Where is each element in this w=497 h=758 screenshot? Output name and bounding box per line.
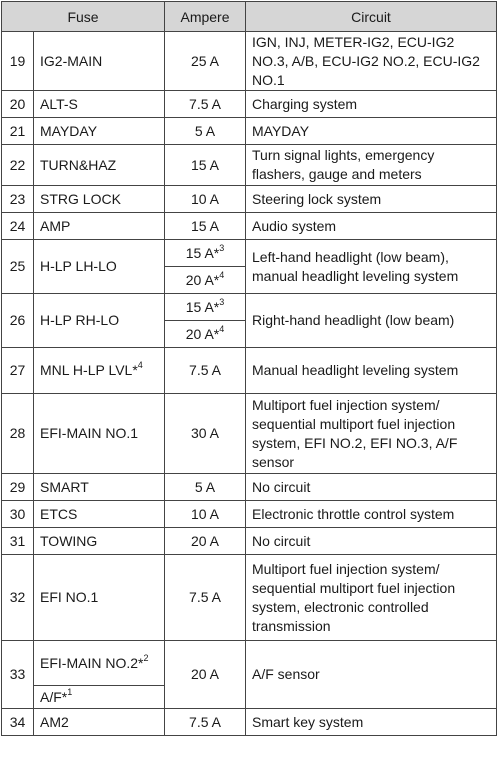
fuse-ampere: 20 A [165,641,246,709]
fuse-circuit: Smart key system [246,709,497,736]
fuse-circuit: Electronic throttle control system [246,501,497,528]
fuse-circuit: Multiport fuel injection system/ sequential multiport fuel injection system, EFI NO.2, EFI NO.3, A/F sensor [246,394,497,474]
table-row [2,474,497,501]
fuse-number: 29 [2,474,34,501]
table-row [2,641,497,686]
footnote-mark: 3 [219,296,225,307]
fuse-number: 34 [2,709,34,736]
table-row [2,145,497,186]
table-row [2,213,497,240]
fuse-circuit: Turn signal lights, emergency flashers, gauge and meters [246,145,497,186]
fuse-name: MAYDAY [34,118,165,145]
header-row [2,2,497,32]
fuse-name: AMP [34,213,165,240]
footnote-mark: 2 [143,652,149,663]
fuse-name: ETCS [34,501,165,528]
fuse-circuit: Left-hand headlight (low beam), manual headlight leveling system [246,240,497,294]
footnote-mark: 1 [67,686,73,697]
header-ampere: Ampere [165,2,246,32]
fuse-table [1,1,497,736]
fuse-circuit: No circuit [246,474,497,501]
table-row [2,240,497,267]
fuse-ampere: 7.5 A [165,709,246,736]
footnote-mark: 4 [137,360,143,371]
fuse-name [34,641,165,686]
fuse-number: 23 [2,186,34,213]
fuse-ampere: 10 A [165,186,246,213]
fuse-number: 25 [2,240,34,294]
table-row [2,294,497,321]
fuse-ampere: 5 A [165,474,246,501]
fuse-number: 22 [2,145,34,186]
fuse-name [34,348,165,394]
header-circuit: Circuit [246,2,497,32]
fuse-number: 20 [2,91,34,118]
fuse-name: AM2 [34,709,165,736]
footnote-mark: 3 [219,242,225,253]
fuse-name: IG2-MAIN [34,32,165,91]
fuse-number: 33 [2,641,34,709]
fuse-circuit: Steering lock system [246,186,497,213]
fuse-name [34,686,165,709]
fuse-ampere: 30 A [165,394,246,474]
table-row [2,91,497,118]
ampere-value: 20 A* [185,325,220,342]
table-row [2,118,497,145]
fuse-circuit: A/F sensor [246,641,497,709]
fuse-ampere-variant [165,294,246,321]
fuse-name: SMART [34,474,165,501]
fuse-circuit: Multiport fuel injection system/ sequential multiport fuel injection system, electronic controlled transmission [246,555,497,641]
table-row [2,528,497,555]
fuse-ampere: 7.5 A [165,348,246,394]
fuse-circuit: Audio system [246,213,497,240]
fuse-circuit: MAYDAY [246,118,497,145]
fuse-number: 19 [2,32,34,91]
fuse-ampere: 10 A [165,501,246,528]
footnote-mark: 4 [219,269,225,280]
fuse-name: TOWING [34,528,165,555]
fuse-number: 30 [2,501,34,528]
fuse-name: EFI NO.1 [34,555,165,641]
fuse-name: H-LP RH-LO [34,294,165,348]
header-fuse: Fuse [2,2,165,32]
table-row [2,501,497,528]
fuse-ampere-variant [165,321,246,348]
table-row [2,348,497,394]
ampere-value: 15 A* [185,298,220,315]
fuse-circuit: Charging system [246,91,497,118]
fuse-ampere: 20 A [165,528,246,555]
fuse-name-text: MNL H-LP LVL* [40,362,138,378]
fuse-name-text: A/F* [40,688,68,705]
fuse-ampere: 25 A [165,32,246,91]
footnote-mark: 4 [219,323,225,334]
fuse-name: H-LP LH-LO [34,240,165,294]
fuse-number: 28 [2,394,34,474]
ampere-value: 15 A* [185,244,220,261]
fuse-name: ALT-S [34,91,165,118]
table-row [2,186,497,213]
fuse-circuit: Manual headlight leveling system [246,348,497,394]
fuse-number: 31 [2,528,34,555]
ampere-value: 20 A* [185,271,220,288]
table-row [2,709,497,736]
fuse-number: 27 [2,348,34,394]
fuse-circuit: IGN, INJ, METER-IG2, ECU-IG2 NO.3, A/B, ECU-IG2 NO.2, ECU-IG2 NO.1 [246,32,497,91]
fuse-number: 24 [2,213,34,240]
fuse-ampere-variant [165,240,246,267]
table-row [2,394,497,474]
fuse-ampere: 15 A [165,213,246,240]
fuse-name: STRG LOCK [34,186,165,213]
fuse-name-text: EFI-MAIN NO.2* [40,654,144,671]
fuse-number: 26 [2,294,34,348]
fuse-ampere-variant [165,267,246,294]
fuse-ampere: 5 A [165,118,246,145]
fuse-number: 21 [2,118,34,145]
fuse-circuit: Right-hand headlight (low beam) [246,294,497,348]
table-row [2,32,497,91]
table-row [2,555,497,641]
fuse-number: 32 [2,555,34,641]
fuse-name: TURN&HAZ [34,145,165,186]
fuse-ampere: 7.5 A [165,91,246,118]
fuse-ampere: 15 A [165,145,246,186]
fuse-circuit: No circuit [246,528,497,555]
fuse-name: EFI-MAIN NO.1 [34,394,165,474]
fuse-ampere: 7.5 A [165,555,246,641]
